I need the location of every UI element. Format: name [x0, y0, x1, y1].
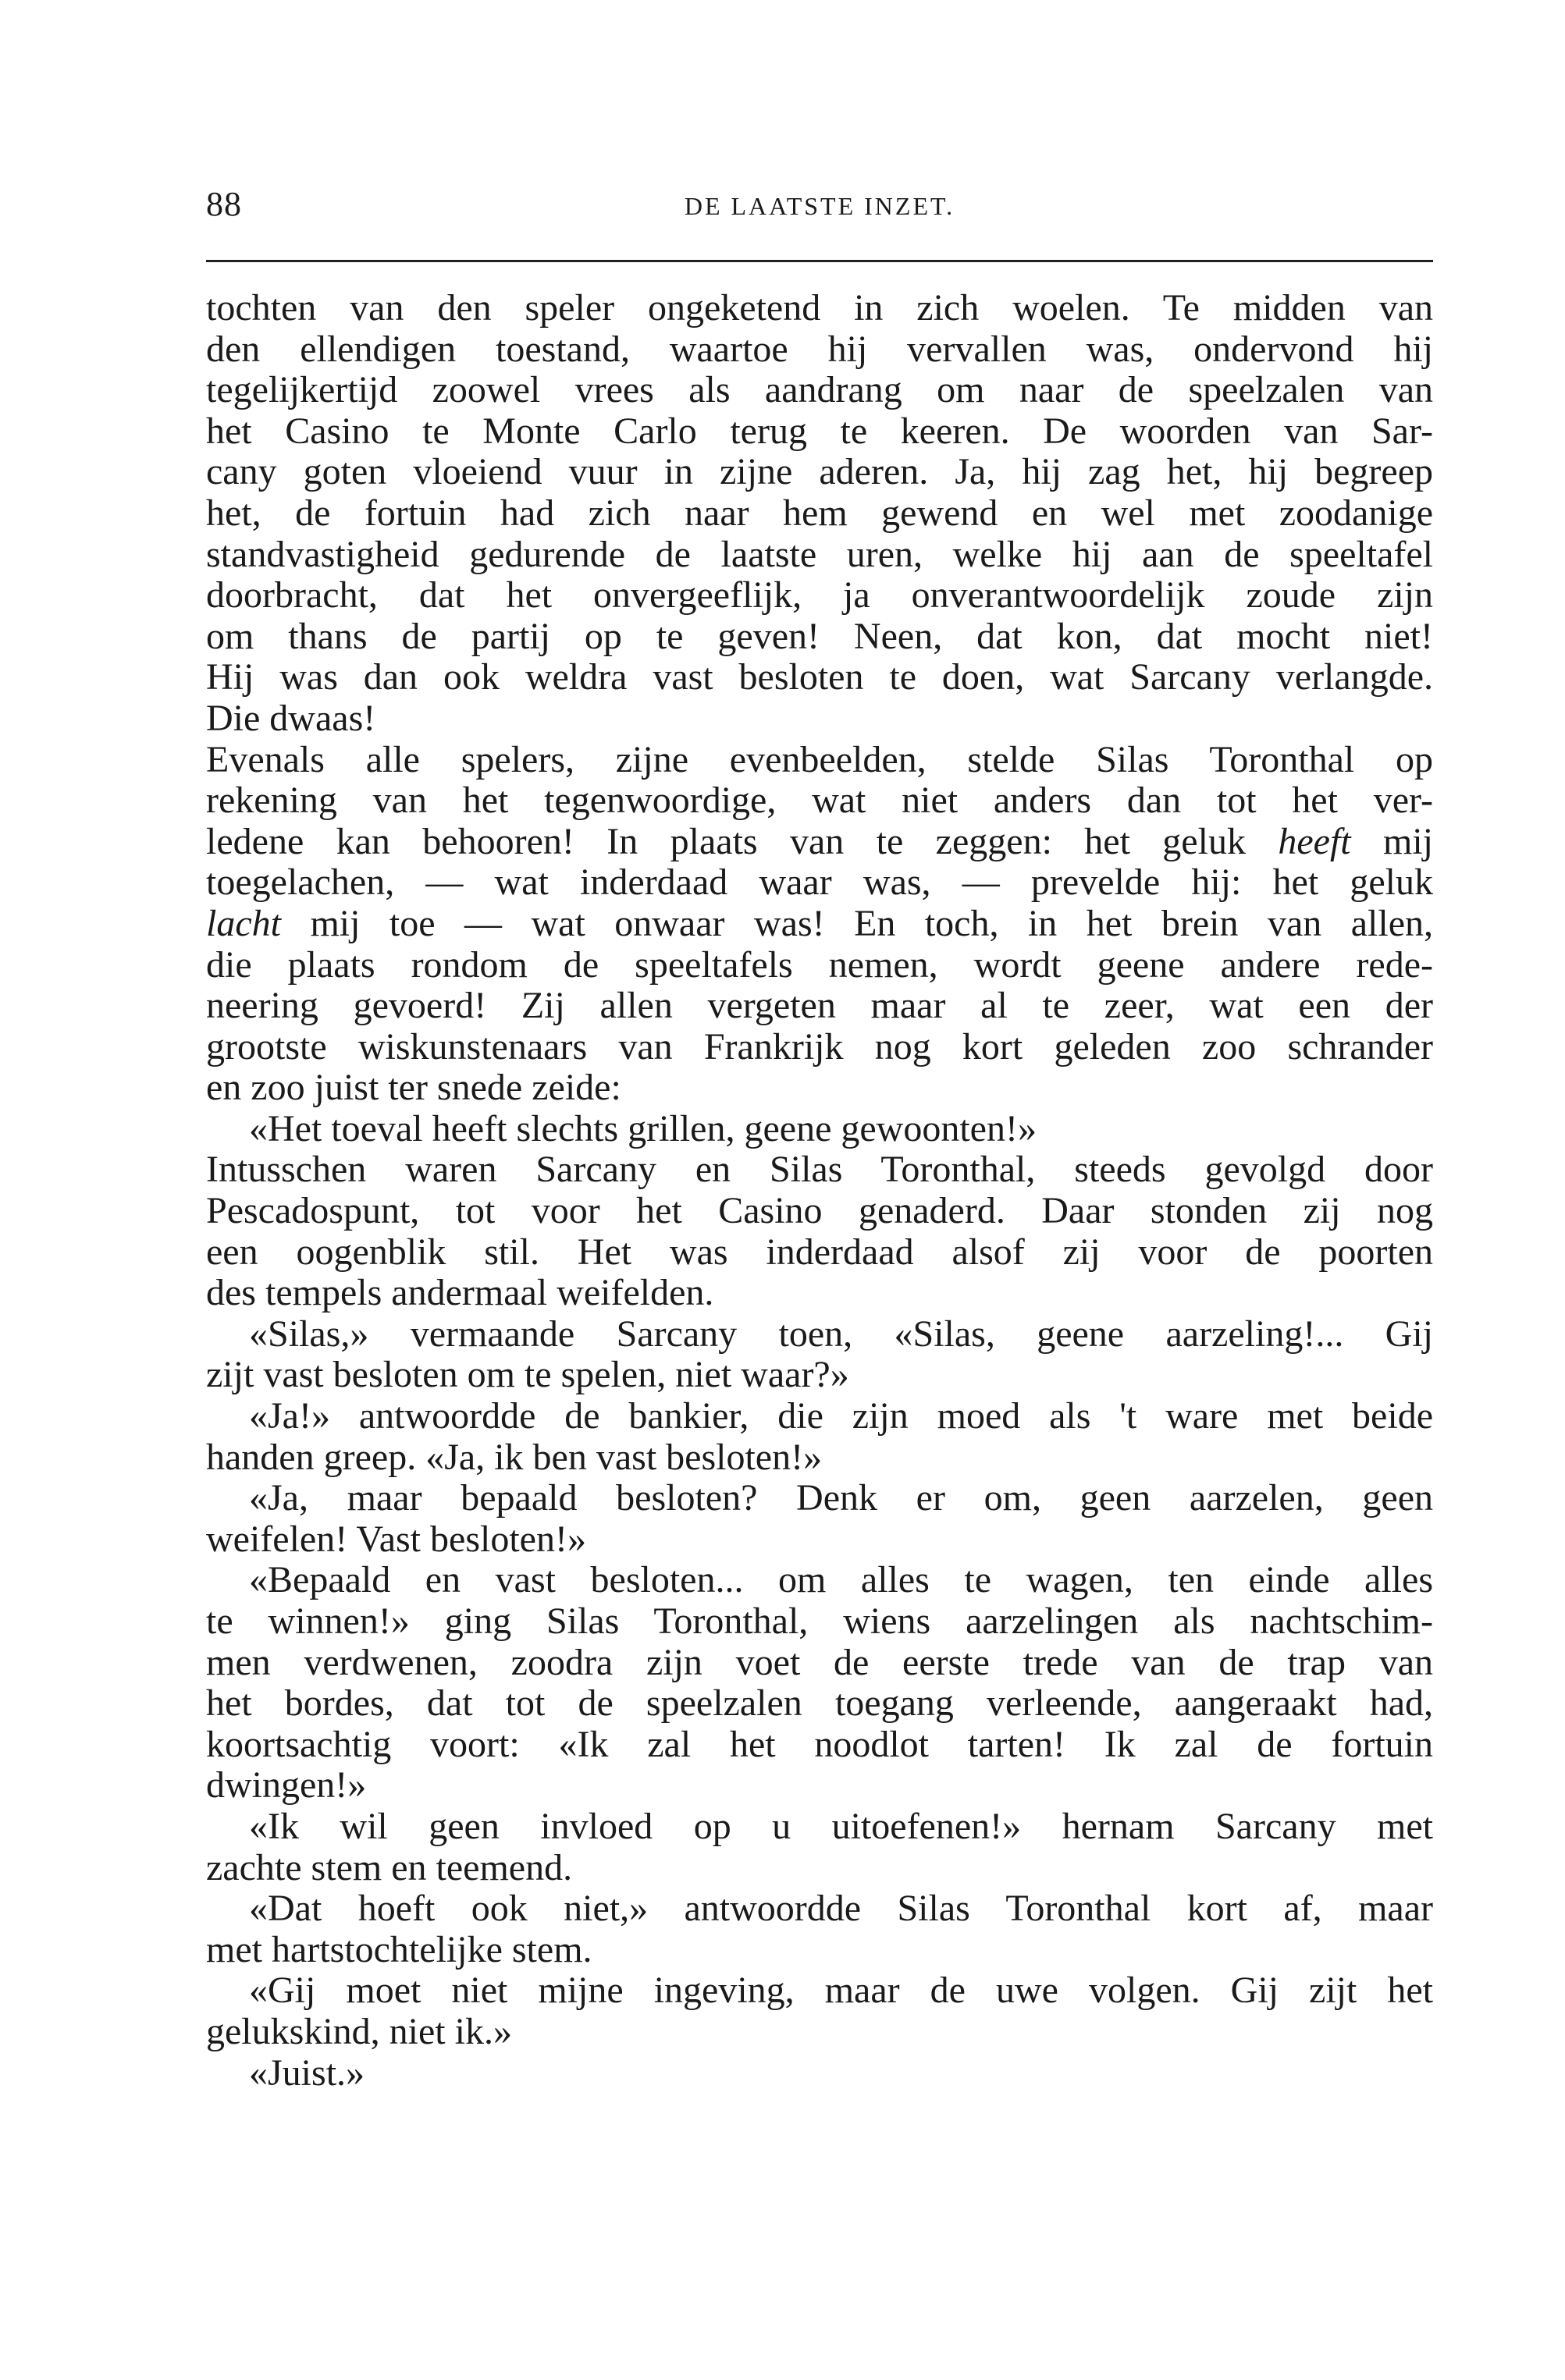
text-line: standvastigheid gedurende de laatste uren, welke hij aan de speeltafel	[206, 533, 1433, 575]
text-line: handen greep. «Ja, ik ben vast besloten!»	[206, 1436, 823, 1478]
page-number: 88	[206, 185, 242, 223]
text-line: te winnen!» ging Silas Toronthal, wiens aarzelingen als nachtschim-	[206, 1600, 1433, 1642]
text-line: neering gevoerd! Zij allen vergeten maar al te zeer, wat een der	[206, 985, 1433, 1027]
text-line: om thans de partij op te geven! Neen, dat kon, dat mocht niet!	[206, 615, 1433, 657]
text-line: tegelijkertijd zoowel vrees als aandrang om naar de speelzalen van	[206, 369, 1433, 411]
text-line: toegelachen, — wat inderdaad waar was, — prevelde hij: het geluk	[206, 861, 1433, 904]
text-line: Intusschen waren Sarcany en Silas Toronthal, steeds gevolgd door	[206, 1149, 1433, 1191]
text-line: zijt vast besloten om te spelen, niet waar?»	[206, 1354, 849, 1396]
text-line: Hij was dan ook weldra vast besloten te doen, wat Sarcany verlangde.	[206, 656, 1433, 698]
book-page	[206, 184, 1433, 2094]
italic-word: lacht	[206, 902, 281, 944]
running-title: DE LAATSTE INZET.	[684, 192, 955, 220]
text-line: het bordes, dat tot de speelzalen toegang verleende, aangeraakt had,	[206, 1682, 1433, 1725]
text-line: doorbracht, dat het onvergeeflijk, ja onverantwoordelijk zoude zijn	[206, 574, 1433, 616]
italic-word: heeft	[1278, 820, 1351, 862]
text-line: Evenals alle spelers, zijne evenbeelden, stelde Silas Toronthal op	[206, 738, 1433, 780]
body-text	[206, 288, 1433, 2094]
text-line: «Ik wil geen invloed op u uitoefenen!» hernam Sarcany met	[249, 1805, 1433, 1847]
text-line: ledene kan behooren! In plaats van te zeggen: het geluk heeft mij	[206, 820, 1433, 862]
text-line: cany goten vloeiend vuur in zijne aderen. Ja, hij zag het, hij begreep	[206, 451, 1433, 493]
text-line: «Het toeval heeft slechts grillen, geene gewoonten!»	[249, 1107, 1037, 1149]
text-line: des tempels andermaal weifelden.	[206, 1272, 714, 1314]
text-line: men verdwenen, zoodra zijn voet de eerste trede van de trap van	[206, 1641, 1433, 1683]
text-line: «Silas,» vermaande Sarcany toen, «Silas, geene aarzeling!... Gij	[249, 1313, 1433, 1355]
page-header	[206, 184, 1433, 239]
text-line: koortsachtig voort: «Ik zal het noodlot tarten! Ik zal de fortuin	[206, 1723, 1433, 1765]
text-line: Pescadospunt, tot voor het Casino genaderd. Daar stonden zij nog	[206, 1190, 1433, 1232]
text-line: rekening van het tegenwoordige, wat niet anders dan tot het ver-	[206, 780, 1433, 822]
text-line: grootste wiskunstenaars van Frankrijk nog kort geleden zoo schrander	[206, 1025, 1433, 1067]
text-line: «Ja, maar bepaald besloten? Denk er om, geen aarzelen, geen	[249, 1477, 1433, 1519]
text-line: dwingen!»	[206, 1764, 367, 1806]
text-line: «Gij moet niet mijne ingeving, maar de uwe volgen. Gij zijt het	[249, 1970, 1433, 2012]
text-line: het, de fortuin had zich naar hem gewend en wel met zoodanige	[206, 492, 1433, 534]
text-line: weifelen! Vast besloten!»	[206, 1518, 586, 1560]
text-line: lacht mij toe — wat onwaar was! En toch, in het brein van allen,	[206, 902, 1433, 944]
text-line: het Casino te Monte Carlo terug te keeren. De woorden van Sar-	[206, 410, 1433, 452]
text-line: Die dwaas!	[206, 697, 376, 739]
text-line: «Bepaald en vast besloten... om alles te wagen, ten einde alles	[249, 1559, 1433, 1601]
text-line: tochten van den speler ongeketend in zich woelen. Te midden van	[206, 287, 1433, 329]
text-line: «Dat hoeft ook niet,» antwoordde Silas Toronthal kort af, maar	[249, 1888, 1433, 1930]
text-line: «Juist.»	[249, 2051, 365, 2094]
text-line: gelukskind, niet ik.»	[206, 2010, 512, 2052]
text-line: en zoo juist ter snede zeide:	[206, 1067, 621, 1109]
text-line: den ellendigen toestand, waartoe hij vervallen was, ondervond hij	[206, 328, 1433, 370]
header-rule	[206, 260, 1433, 262]
text-line: die plaats rondom de speeltafels nemen, wordt geene andere rede-	[206, 943, 1433, 986]
text-line: een oogenblik stil. Het was inderdaad alsof zij voor de poorten	[206, 1231, 1433, 1273]
text-line: met hartstochtelijke stem.	[206, 1928, 592, 1970]
text-line: zachte stem en teemend.	[206, 1846, 573, 1888]
text-line: «Ja!» antwoordde de bankier, die zijn moed als 't ware met beide	[249, 1395, 1433, 1437]
